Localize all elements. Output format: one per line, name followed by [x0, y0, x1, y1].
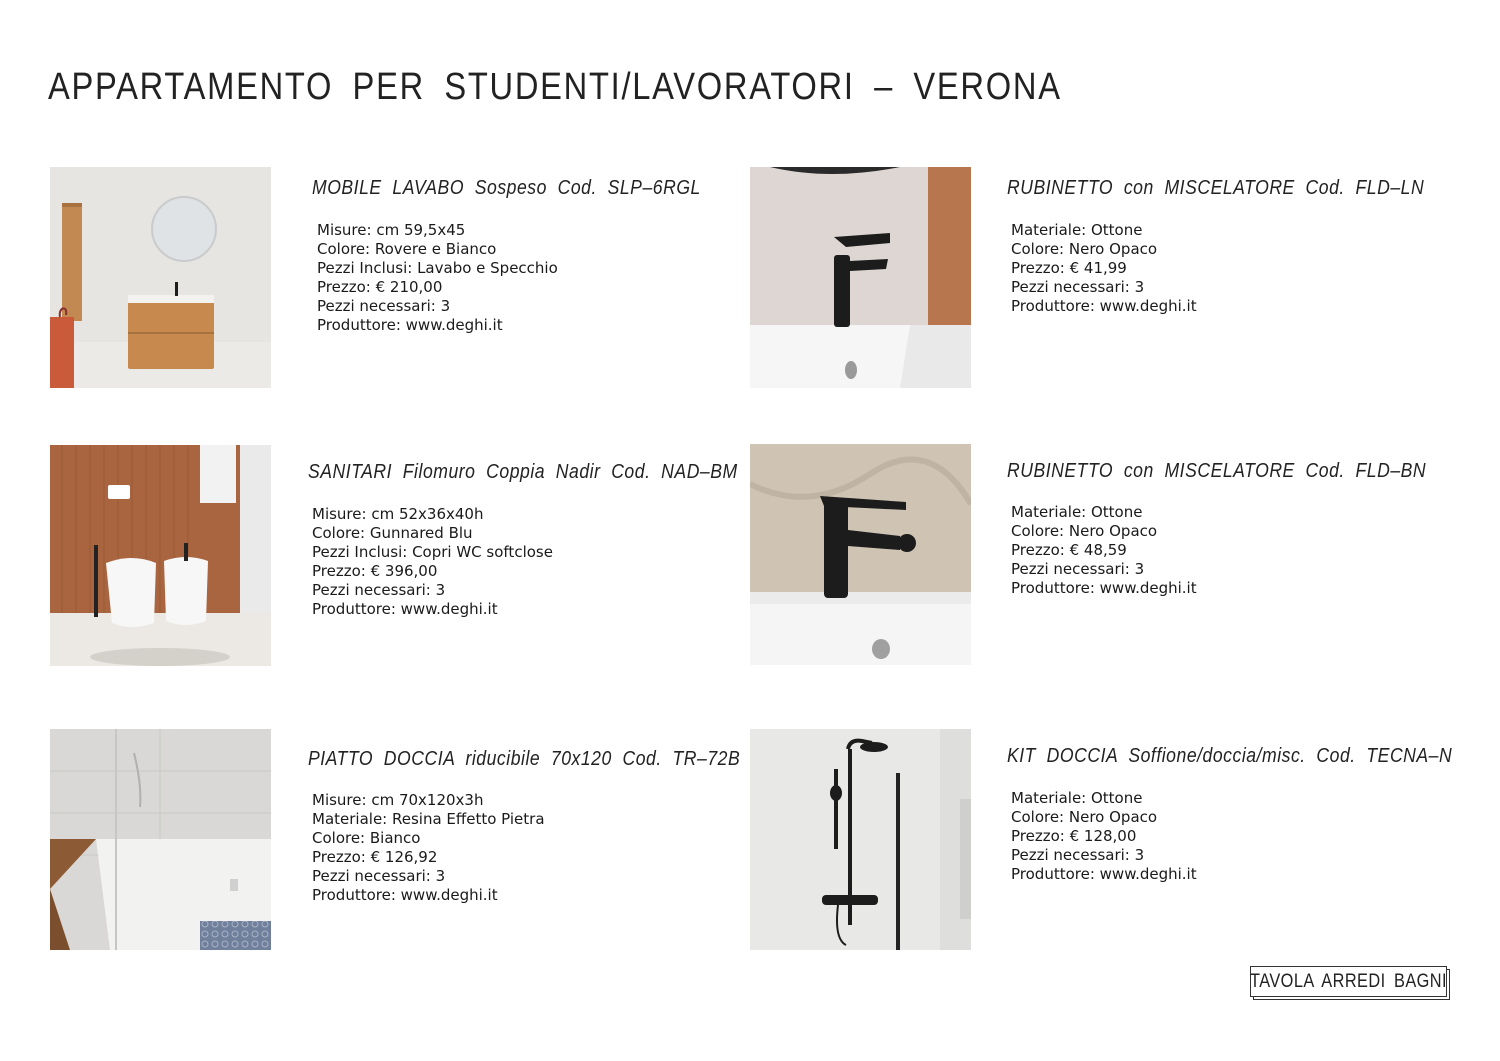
bathroom-vanity-photo [50, 167, 271, 388]
spec-line: Materiale: Ottone [1011, 503, 1143, 521]
spec-line: Misure: cm 52x36x40h [312, 505, 484, 523]
spec-line: Materiale: Resina Effetto Pietra [312, 810, 545, 828]
footer-label: TAVOLA ARREDI BAGNI [1250, 970, 1447, 992]
spec-line: Colore: Bianco [312, 829, 421, 847]
product-specs [312, 791, 545, 905]
spec-line: Prezzo: € 396,00 [312, 562, 438, 580]
product-specs [312, 505, 553, 619]
spec-line: Pezzi necessari: 3 [1011, 278, 1145, 296]
spec-line: Produttore: www.deghi.it [317, 316, 503, 334]
spec-line: Prezzo: € 48,59 [1011, 541, 1127, 559]
spec-line: Pezzi necessari: 3 [312, 581, 446, 599]
spec-line: Pezzi necessari: 3 [317, 297, 451, 315]
product-specs [1011, 503, 1197, 598]
spec-line: Produttore: www.deghi.it [1011, 579, 1197, 597]
spec-line: Prezzo: € 210,00 [317, 278, 443, 296]
product-name: MOBILE LAVABO Sospeso Cod. SLP–6RGL [312, 177, 701, 199]
spec-line: Misure: cm 70x120x3h [312, 791, 484, 809]
spec-line: Misure: cm 59,5x45 [317, 221, 466, 239]
spec-line: Pezzi necessari: 3 [1011, 560, 1145, 578]
product-name: RUBINETTO con MISCELATORE Cod. FLD–BN [1007, 460, 1427, 482]
toilet-bidet-photo [50, 445, 271, 666]
product-specs [1011, 789, 1197, 884]
spec-line: Pezzi necessari: 3 [1011, 846, 1145, 864]
spec-line: Pezzi Inclusi: Copri WC softclose [312, 543, 553, 561]
basin-faucet-photo [750, 167, 971, 388]
spec-line: Produttore: www.deghi.it [312, 600, 498, 618]
product-name: RUBINETTO con MISCELATORE Cod. FLD–LN [1007, 177, 1425, 199]
spec-line: Materiale: Ottone [1011, 221, 1143, 239]
spec-line: Produttore: www.deghi.it [1011, 865, 1197, 883]
spec-line: Produttore: www.deghi.it [1011, 297, 1197, 315]
product-specs [1011, 221, 1197, 316]
spec-line: Prezzo: € 126,92 [312, 848, 438, 866]
page-title: APPARTAMENTO PER STUDENTI/LAVORATORI – VERONA [48, 66, 1062, 108]
spec-line: Colore: Rovere e Bianco [317, 240, 497, 258]
spec-line: Colore: Nero Opaco [1011, 522, 1158, 540]
product-name: PIATTO DOCCIA riducibile 70x120 Cod. TR–72B [308, 748, 741, 770]
spec-line: Prezzo: € 41,99 [1011, 259, 1127, 277]
shower-tray-photo [50, 729, 271, 950]
spec-line: Colore: Nero Opaco [1011, 808, 1158, 826]
spec-line: Colore: Gunnared Blu [312, 524, 473, 542]
product-name: SANITARI Filomuro Coppia Nadir Cod. NAD–BM [308, 461, 738, 483]
footer-badge [1250, 966, 1447, 997]
product-specs [317, 221, 558, 335]
spec-line: Colore: Nero Opaco [1011, 240, 1158, 258]
shower-kit-photo [750, 729, 971, 950]
spec-line: Produttore: www.deghi.it [312, 886, 498, 904]
spec-line: Materiale: Ottone [1011, 789, 1143, 807]
spec-line: Prezzo: € 128,00 [1011, 827, 1137, 845]
bidet-faucet-photo [750, 444, 971, 665]
product-name: KIT DOCCIA Soffione/doccia/misc. Cod. TECNA–N [1007, 745, 1453, 767]
spec-line: Pezzi necessari: 3 [312, 867, 446, 885]
spec-line: Pezzi Inclusi: Lavabo e Specchio [317, 259, 558, 277]
